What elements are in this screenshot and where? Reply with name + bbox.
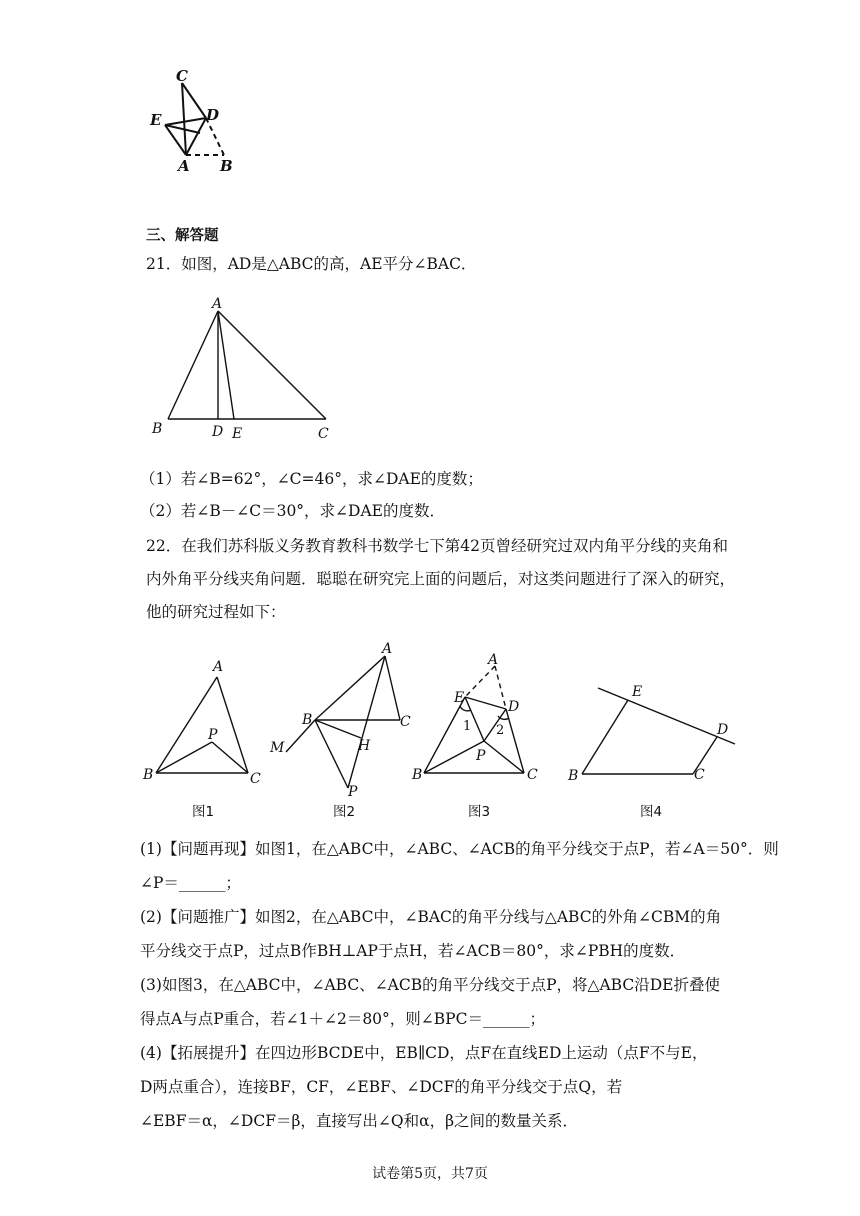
top-figure (140, 65, 250, 180)
fig3-label-2: 2 (496, 723, 505, 738)
q21-label-a: A (212, 296, 223, 312)
fig3-label-a: A (488, 652, 499, 668)
q22-part4-line2: D两点重合），连接BF，CF，∠EBF、∠DCF的角平分线交于点Q，若 (140, 1078, 623, 1096)
q21-figure (146, 295, 346, 445)
fig2-caption: 图2 (333, 804, 356, 820)
top-label-c: C (176, 67, 188, 85)
fig3-label-e: E (454, 690, 465, 706)
top-label-a: A (178, 157, 190, 175)
q22-part3-line2: 得点A与点P重合，若∠1＋∠2＝80°，则∠BPC＝______； (140, 1010, 545, 1028)
q22-part3-line1: (3)如图3，在△ABC中，∠ABC、∠ACB的角平分线交于点P，将△ABC沿DE折叠使 (140, 976, 720, 994)
q22-figure-1 (140, 655, 270, 785)
q21-label-c: C (318, 426, 329, 442)
q21-stem: 21．如图，AD是△ABC的高，AE平分∠BAC． (146, 255, 477, 273)
fig2-label-p: P (348, 784, 358, 800)
fig4-label-c: C (694, 767, 705, 783)
q22-stem-line3: 他的研究过程如下： (146, 603, 286, 621)
q22-part2-line2: 平分线交于点P，过点B作BH⊥AP于点H，若∠ACB＝80°，求∠PBH的度数． (140, 942, 686, 960)
fig2-label-m: M (270, 740, 285, 756)
q22-figure-3 (410, 650, 550, 790)
q22-stem-line1: 22．在我们苏科版义务教育教科书数学七下第42页曾经研究过双内角平分线的夹角和 (146, 537, 728, 555)
fig2-label-h: H (358, 738, 371, 754)
q21-label-d: D (212, 424, 224, 440)
fig3-label-d: D (508, 699, 520, 715)
q22-part4-line1: (4)【拓展提升】在四边形BCDE中，EB∥CD，点F在直线ED上运动（点F不与E， (140, 1044, 708, 1062)
fig1-label-c: C (250, 771, 261, 787)
q22-part4-line3: ∠EBF＝α，∠DCF＝β，直接写出∠Q和α，β之间的数量关系． (140, 1112, 579, 1130)
page-footer: 试卷第5页，共7页 (372, 1166, 488, 1182)
fig1-caption: 图1 (192, 804, 215, 820)
fig3-label-b: B (412, 767, 423, 783)
q22-part1-line2: ∠P＝______； (140, 874, 241, 892)
q22-part2-line1: (2)【问题推广】如图2，在△ABC中，∠BAC的角平分线与△ABC的外角∠CBM的角 (140, 908, 722, 926)
fig4-label-d: D (717, 722, 729, 738)
fig4-label-e: E (632, 684, 643, 700)
section-heading: 三、解答题 (146, 228, 219, 244)
q22-part1-line1: (1)【问题再现】如图1，在△ABC中，∠ABC、∠ACB的角平分线交于点P，若∠A＝50°．则 (140, 840, 779, 858)
top-label-d: D (206, 106, 220, 124)
fig1-label-p: P (208, 727, 218, 743)
fig2-label-a: A (382, 641, 393, 657)
fig3-label-1: 1 (463, 719, 472, 734)
top-label-b: B (220, 157, 233, 175)
q22-stem-line2: 内外角平分线夹角问题．聪聪在研究完上面的问题后，对这类问题进行了深入的研究， (146, 570, 736, 588)
fig2-label-b: B (302, 712, 313, 728)
fig4-label-b: B (568, 768, 579, 784)
fig3-label-p: P (476, 748, 486, 764)
top-label-e: E (150, 111, 162, 129)
fig3-caption: 图3 (468, 804, 491, 820)
fig1-label-a: A (213, 659, 224, 675)
q21-label-e: E (232, 426, 243, 442)
fig4-caption: 图4 (640, 804, 663, 820)
q22-figure-2 (270, 640, 423, 800)
fig1-label-b: B (143, 767, 154, 783)
fig2-label-c: C (400, 714, 411, 730)
q21-label-b: B (152, 421, 163, 437)
fig3-label-c: C (527, 767, 538, 783)
q22-figure-4 (565, 680, 745, 790)
q21-part1: （1）若∠B=62°，∠C=46°，求∠DAE的度数； (140, 470, 483, 488)
q21-part2: （2）若∠B－∠C＝30°，求∠DAE的度数． (140, 502, 445, 520)
